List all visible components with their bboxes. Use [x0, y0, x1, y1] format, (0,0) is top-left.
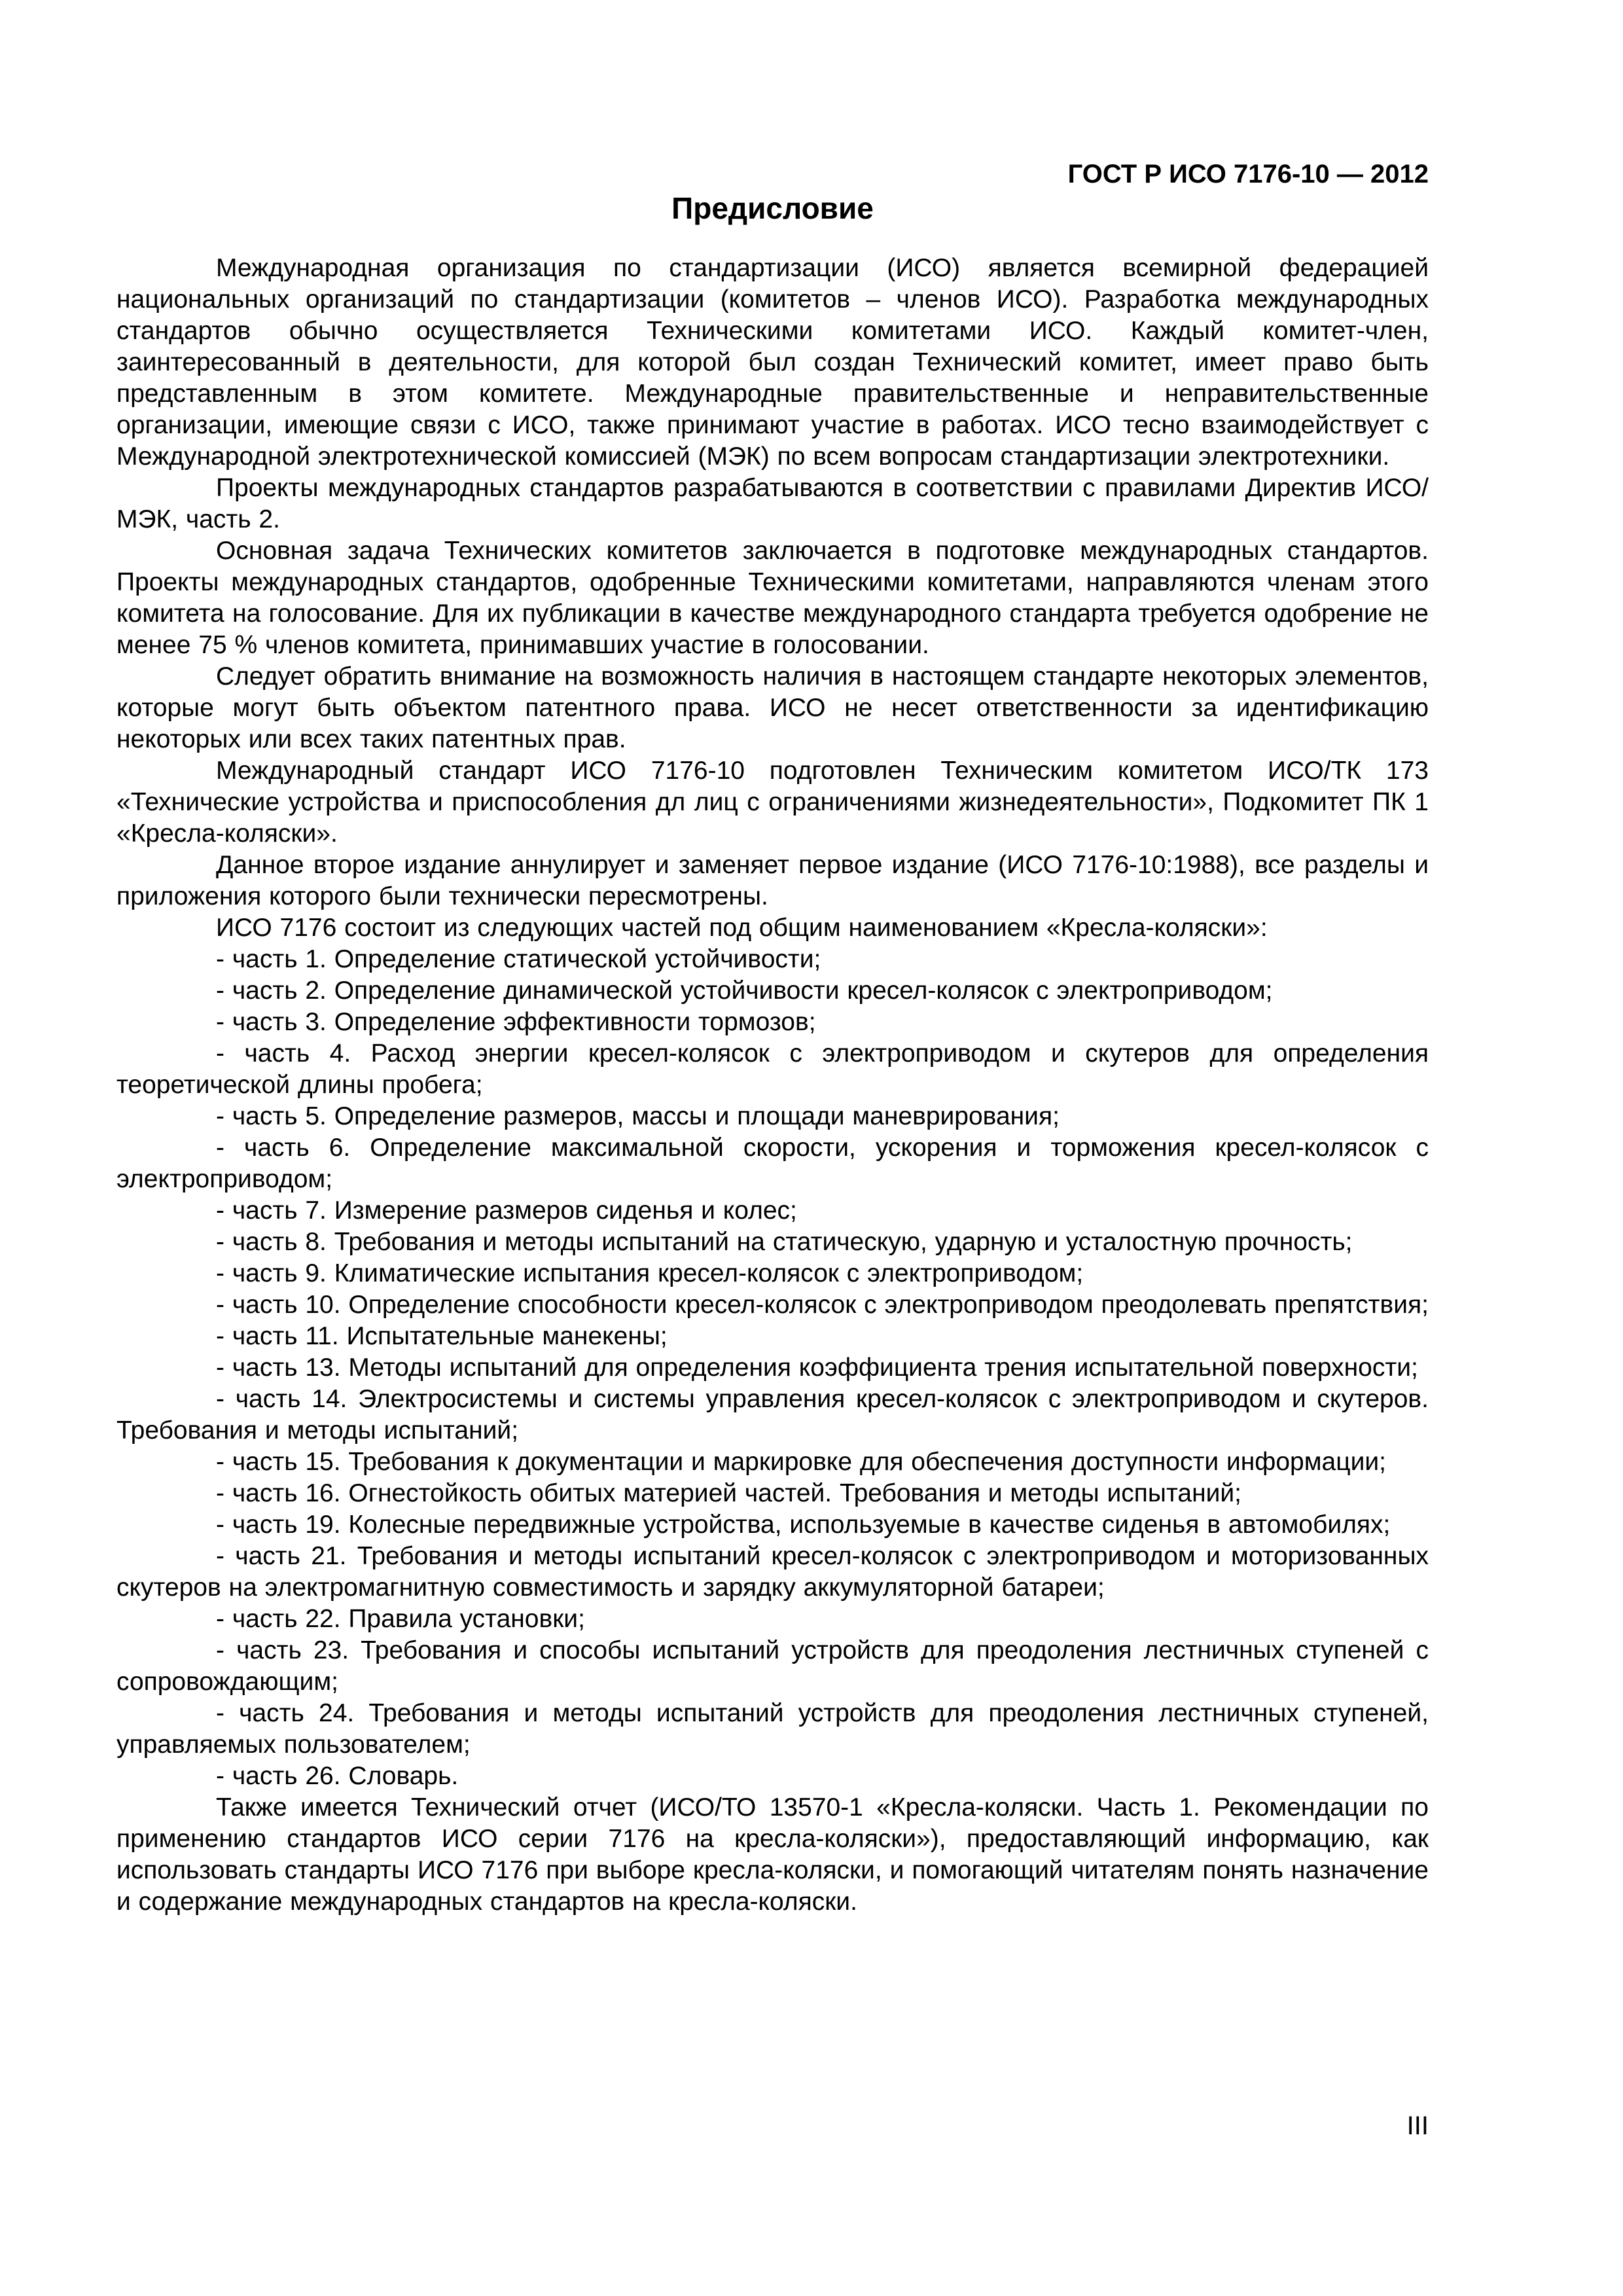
- list-item-part: - часть 2. Определение динамической устойчивости кресел-колясок с электроприводом;: [216, 977, 1273, 1005]
- paragraph: ИСО 7176 состоит из следующих частей под общим наименованием «Кресла-коляски»:: [216, 914, 1268, 942]
- paragraph: Данное второе издание аннулирует и заменяет первое издание (ИСО 7176-10:1988), все разделы и приложения которого были технически пересмотрены.: [116, 851, 1429, 910]
- list-item-part: - часть 22. Правила установки;: [216, 1605, 585, 1633]
- list-item-part: - часть 1. Определение статической устойчивости;: [216, 945, 821, 973]
- list-item-part: - часть 9. Климатические испытания кресел-колясок с электроприводом;: [216, 1259, 1084, 1287]
- paragraph: Основная задача Технических комитетов заключается в подготовке международных стандартов. Проекты международных стандартов, одобренные Техническими комитетами, направляются членам этого комитета на голосование. Для их публикации в качестве международного стандарта требуется одобрение не менее 75 % членов комитета, принимавших участие в голосовании.: [116, 537, 1429, 659]
- list-item-part: - часть 16. Огнестойкость обитых материей частей. Требования и методы испытаний;: [216, 1479, 1242, 1507]
- list-item-part: - часть 14. Электросистемы и системы управления кресел-колясок с электроприводом и скутеров. Требования и методы испытаний;: [116, 1385, 1429, 1444]
- list-item-part: - часть 23. Требования и способы испытаний устройств для преодоления лестничных ступеней с сопровождающим;: [116, 1636, 1429, 1696]
- list-item-part: - часть 10. Определение способности кресел-колясок с электроприводом преодолевать препятствия;: [216, 1291, 1429, 1319]
- list-item-part: - часть 8. Требования и методы испытаний на статическую, ударную и усталостную прочность;: [216, 1228, 1353, 1256]
- list-item-part: - часть 11. Испытательные манекены;: [216, 1322, 668, 1350]
- list-item-part: - часть 5. Определение размеров, массы и площади маневрирования;: [216, 1102, 1060, 1130]
- page-title: Предисловие: [671, 191, 874, 225]
- paragraph: Проекты международных стандартов разрабатываются в соответствии с правилами Директив ИСО/МЭК, часть 2.: [116, 474, 1429, 533]
- list-item-part: - часть 24. Требования и методы испытаний устройств для преодоления лестничных ступеней, управляемых пользователем;: [116, 1699, 1429, 1759]
- page-number: III: [1406, 2111, 1429, 2140]
- list-item-part: - часть 4. Расход энергии кресел-колясок с электроприводом и скутеров для определения теоретической длины пробега;: [116, 1039, 1429, 1099]
- list-item-part: - часть 26. Словарь.: [216, 1762, 459, 1790]
- list-item-part: - часть 21. Требования и методы испытаний кресел-колясок с электроприводом и моторизованных скутеров на электромагнитную совместимость и зарядку аккумуляторной батареи;: [116, 1542, 1429, 1602]
- paragraph: Также имеется Технический отчет (ИСО/ТО 13570-1 «Кресла-коляски. Часть 1. Рекомендации по применению стандартов ИСО серии 7176 на кресла-коляски»), предоставляющий информацию, как использовать стандарты ИСО 7176 при выборе кресла-коляски, и помогающий читателям понять назначение и содержание международных стандартов на кресла-коляски.: [116, 1793, 1429, 1916]
- list-item-part: - часть 19. Колесные передвижные устройства, используемые в качестве сиденья в автомобилях;: [216, 1511, 1391, 1539]
- list-item-part: - часть 13. Методы испытаний для определения коэффициента трения испытательной поверхности;: [216, 1354, 1418, 1382]
- list-item-part: - часть 7. Измерение размеров сиденья и колес;: [216, 1196, 797, 1225]
- paragraph: Следует обратить внимание на возможность наличия в настоящем стандарте некоторых элементов, которые могут быть объектом патентного права. ИСО не несет ответственности за идентификацию некоторых или всех таких патентных прав.: [116, 662, 1429, 753]
- list-item-part: - часть 3. Определение эффективности тормозов;: [216, 1008, 816, 1036]
- document-code-header: ГОСТ Р ИСО 7176-10 — 2012: [1067, 160, 1429, 188]
- document-body: [116, 253, 1429, 1918]
- paragraph: Международная организация по стандартизации (ИСО) является всемирной федерацией национальных организаций по стандартизации (комитетов – членов ИСО). Разработка международных стандартов обычно осуществляется Техническими комитетами ИСО. Каждый комитет-член, заинтересованный в деятельности, для которой был создан Технический комитет, имеет право быть представленным в этом комитете. Международные правительственные и неправительственные организации, имеющие связи с ИСО, также принимают участие в работах. ИСО тесно взаимодействует с Международной электротехнической комиссией (МЭК) по всем вопросам стандартизации электротехники.: [116, 254, 1429, 471]
- list-item-part: - часть 6. Определение максимальной скорости, ускорения и торможения кресел-колясок с электроприводом;: [116, 1134, 1429, 1193]
- list-item-part: - часть 15. Требования к документации и маркировке для обеспечения доступности информации;: [216, 1448, 1386, 1476]
- paragraph: Международный стандарт ИСО 7176-10 подготовлен Техническим комитетом ИСО/ТК 173 «Технические устройства и приспособления дл лиц с ограничениями жизнедеятельности», Подкомитет ПК 1 «Кресла-коляски».: [116, 757, 1429, 848]
